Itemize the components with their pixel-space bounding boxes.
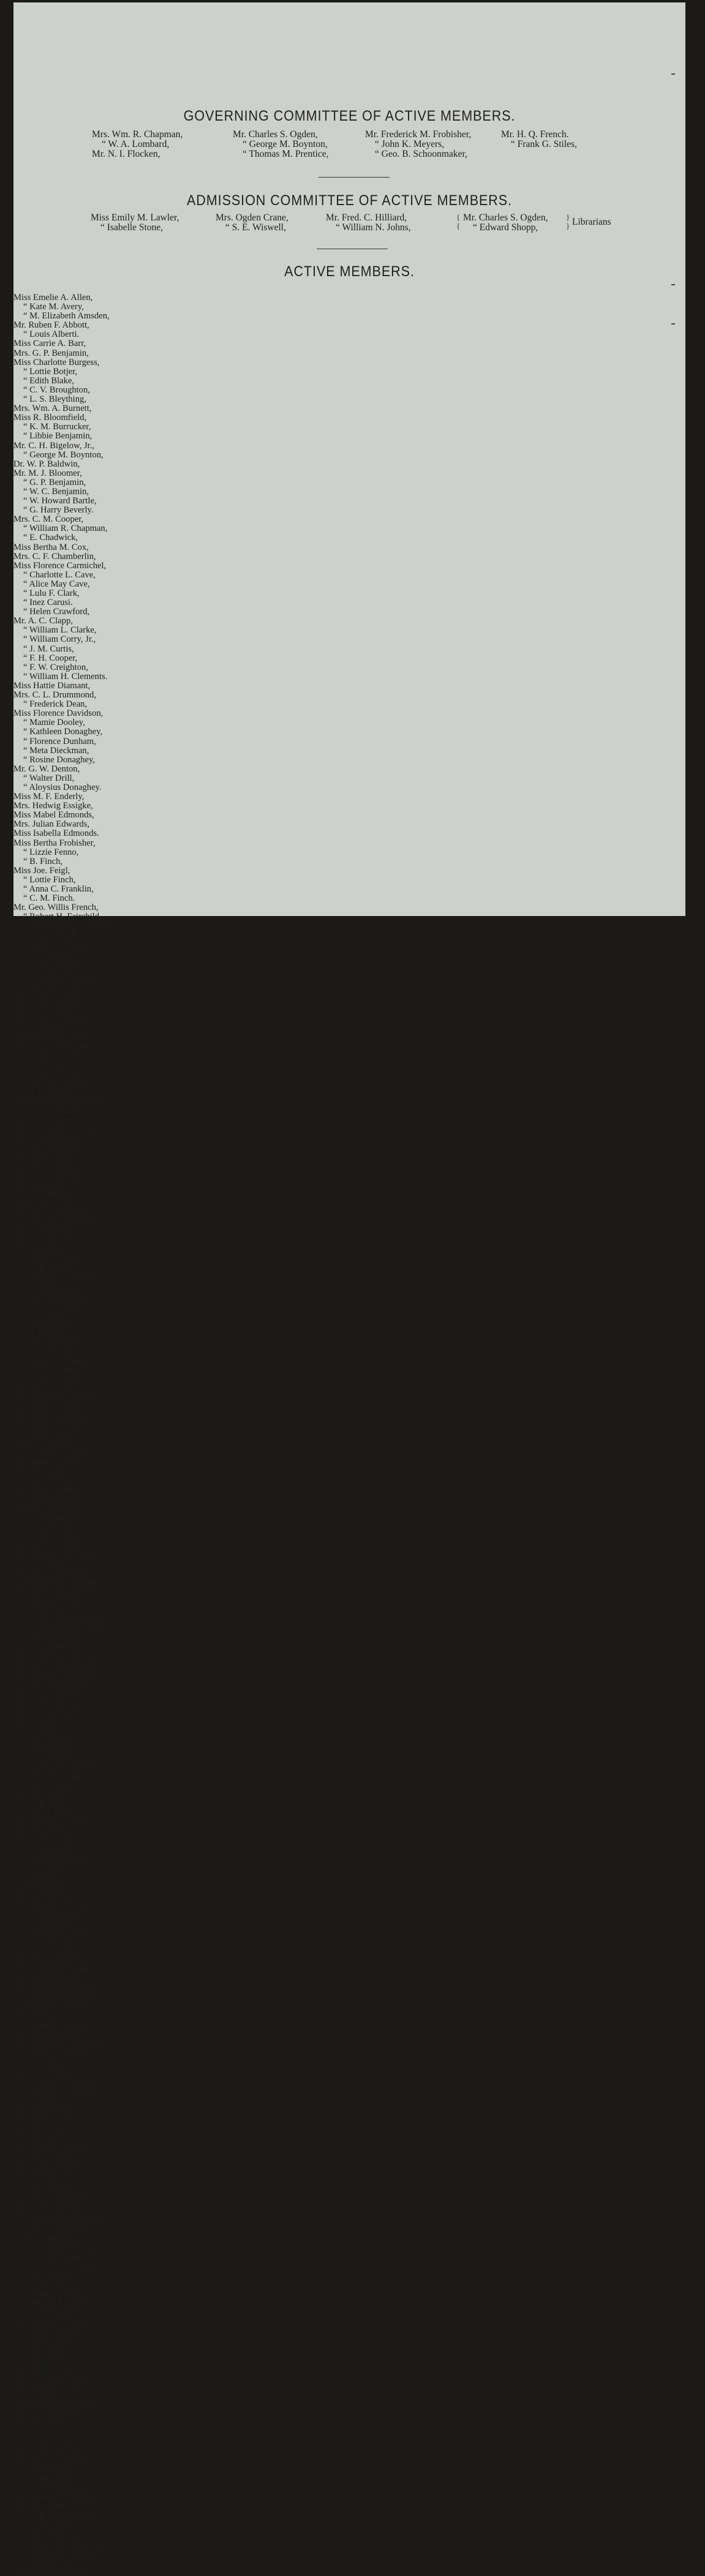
active-member-entry: Mr. F. W. Potter, bbox=[13, 1891, 72, 1902]
active-member-entry: Mrs. Annie C. Tolman, bbox=[13, 2363, 96, 2373]
active-member-entry: Mr. Festus A. Johnson, bbox=[13, 1411, 96, 1421]
active-member-entry: “ R. Gumper, bbox=[23, 1023, 72, 1033]
active-member-entry: “ L. F. Neale, bbox=[23, 1799, 72, 1809]
active-member-entry: “ George A. Fleming, bbox=[23, 976, 100, 986]
active-member-entry: “ Julia Loughlin, bbox=[23, 1512, 84, 1523]
active-member-entry: “ Geo. E. Schoonmaker, bbox=[23, 2261, 110, 2271]
active-member-entry: “ M. Pope, bbox=[23, 1873, 62, 1883]
program-page bbox=[13, 2, 685, 2576]
active-member-entry: “ Inez Carusi. bbox=[23, 598, 73, 608]
active-member-entry: “ Nellie Thomas, bbox=[23, 2326, 85, 2336]
active-member-entry: “ J. C. Read, bbox=[23, 2057, 69, 2068]
active-member-entry: “ Sara E. Morrison, bbox=[23, 1679, 93, 1689]
active-member-entry: Mr. C. H. Bigelow, Jr., bbox=[13, 440, 95, 451]
active-member-entry: Miss Jessie Younger. bbox=[13, 2566, 88, 2576]
active-member-entry: “ Geo. E. Gartland, bbox=[23, 1078, 92, 1088]
active-member-entry: “ George M. Boynton, bbox=[23, 449, 104, 460]
active-member-entry: “ H. G. Hanchett, bbox=[23, 1143, 86, 1153]
active-member-entry: “ Frank C. Stiles, bbox=[23, 2289, 85, 2299]
left-brace: { { bbox=[456, 212, 461, 230]
active-member-entry: “ S. R. Gaines, bbox=[23, 1059, 77, 1070]
active-member-entry: Miss F. A. Myers, bbox=[13, 1697, 78, 1708]
active-member-entry: “ Ella Smith, bbox=[23, 2131, 70, 2142]
active-member-entry: Mrs. Julian Edwards, bbox=[13, 819, 90, 830]
active-member-entry: “ L. S. Bleything, bbox=[23, 394, 86, 405]
active-member-entry: Miss Joe. Feigl, bbox=[13, 865, 70, 876]
active-member-entry: Miss A. M. Pentz, bbox=[13, 1827, 78, 1837]
active-member-entry: Mrs. F. B. Scudder, bbox=[13, 2196, 83, 2207]
active-member-entry: Miss Martha Sinnott, bbox=[13, 2141, 89, 2151]
active-member-entry: “ Freda E. Jebb, bbox=[23, 1402, 81, 1412]
active-member-entry: “ J. K. Myers. bbox=[23, 1781, 74, 1791]
active-member-entry: “ C. M. Westover, bbox=[23, 2474, 88, 2484]
active-member-entry: Mrs. W. F. Reeves, bbox=[13, 1975, 81, 1985]
active-member-entry: Miss Florence Davidson, bbox=[13, 708, 104, 719]
active-member-entry: Dr. P. A. Shannon, bbox=[13, 2233, 80, 2244]
active-member-entry: “ George Hughes, bbox=[23, 1291, 88, 1301]
active-member-entry: “ H. B. Lawrence. bbox=[23, 1632, 89, 1643]
active-member-entry: “ Edith Blake, bbox=[23, 375, 75, 386]
active-member-entry: “ Rosine Donaghey, bbox=[23, 754, 95, 765]
active-member-entry: “ C. E. Hollister, bbox=[23, 1106, 83, 1116]
active-member-entry: “ Lulu F. Clark, bbox=[23, 588, 80, 598]
active-member-entry: “ C. C. Williams, bbox=[23, 2427, 85, 2438]
active-member-entry: Miss A. C. Holbrook, bbox=[13, 1207, 91, 1218]
active-member-entry: “ Alice May Cave, bbox=[23, 579, 90, 589]
active-member-entry: “ Meta Dieckman, bbox=[23, 745, 89, 756]
active-member-entry: Mr. M. J. Bloomer, bbox=[13, 468, 82, 478]
active-member-entry: “ George A. Holden, bbox=[23, 1272, 97, 1282]
active-member-entry: “ M. C. Smith, bbox=[23, 2150, 76, 2160]
active-member-entry: Miss Mabel Edmonds, bbox=[13, 810, 94, 820]
active-member-entry: “ Frederick M. Frobisher bbox=[23, 921, 113, 931]
active-member-entry: “ O. M. Farrand, bbox=[23, 958, 83, 968]
active-member-entry: Miss Teresa McKnight, bbox=[13, 1669, 97, 1680]
governing-committee-entry: “ Frank G. Stiles, bbox=[511, 139, 578, 149]
active-member-entry: “ C. D. Wyman, bbox=[23, 2520, 81, 2530]
active-member-entry: “ Walter H. Jones, M. D. bbox=[23, 1420, 112, 1430]
active-member-entry: “ J. Hamlet, bbox=[23, 1327, 66, 1338]
active-member-entry: “ Lizzie Fenno, bbox=[23, 847, 79, 857]
active-member-entry: Miss Hattie S. Inglis. bbox=[13, 1355, 89, 1365]
admission-committee-column bbox=[91, 213, 179, 233]
active-member-entry: “ Mary S. Hart, bbox=[23, 1161, 79, 1171]
active-member-entry: Mrs. C. H. Stevens, bbox=[13, 2159, 84, 2169]
active-member-entry: Mr. J. H. VanArdale. bbox=[13, 2409, 88, 2419]
active-member-entry: “ John M. Fulton, bbox=[23, 986, 87, 996]
active-member-entry: Mrs. F. C. Hilliard, bbox=[13, 1170, 82, 1181]
page-mark bbox=[671, 323, 675, 325]
active-member-entry: Mrs. A. A. Judd, bbox=[13, 1383, 73, 1394]
active-member-entry: Miss Bertha Frobisher, bbox=[13, 838, 96, 848]
page-mark bbox=[671, 284, 675, 285]
active-member-entry: “ Emily M. Lawler, bbox=[23, 1531, 94, 1541]
active-member-entry: Miss Alma Garrigue, bbox=[13, 1013, 89, 1024]
governing-committee-entry: Mr. N. I. Flocken, bbox=[92, 149, 160, 159]
active-member-entry: Miss Jennie Hodgkinson, bbox=[13, 1097, 104, 1107]
active-member-entry: “ George H. Phelps, bbox=[23, 1928, 95, 1939]
active-member-entry: “ F. H. Cooper, bbox=[23, 653, 78, 663]
active-member-entry: “ Helen Crawford, bbox=[23, 607, 90, 617]
governing-committee-entry: “ Geo. B. Schoonmaker, bbox=[375, 149, 467, 159]
governing-committee-column bbox=[501, 130, 577, 149]
governing-committee-column bbox=[92, 130, 183, 159]
active-member-entry: Miss R. Bloomfield, bbox=[13, 413, 87, 423]
active-member-entry: “ Egbert R. Leaycraft. bbox=[23, 1623, 103, 1634]
active-member-entry: Miss Theodora J. Lane, bbox=[13, 1549, 98, 1560]
active-member-entry: “ Lottie Finch, bbox=[23, 874, 76, 885]
active-member-entry: Mr. M. J. Goldsmith, bbox=[13, 1041, 89, 1051]
active-member-entry: “ Victor Harris, bbox=[23, 1318, 79, 1329]
active-member-entry: Miss Elenor J. Tyner, bbox=[13, 2316, 90, 2327]
active-member-entry: “ Anna C. Franklin, bbox=[23, 884, 94, 894]
active-member-entry: Miss Marie Sinnott, bbox=[13, 2122, 85, 2133]
active-member-entry: Mrs. John H. Koch, bbox=[13, 1457, 85, 1467]
admission-committee-entry: Miss Emily M. Lawler, bbox=[91, 212, 179, 223]
active-member-entry: “ T. M. Prentice, bbox=[23, 1910, 83, 1920]
governing-committee-title: GOVERNING COMMITTEE OF ACTIVE MEMBERS. bbox=[183, 108, 516, 124]
active-member-entry: “ A. C. Honey. bbox=[23, 1346, 76, 1356]
active-member-entry: Miss Florence Carmichel, bbox=[13, 560, 107, 571]
active-member-entry: “ M. F. Stackpole, bbox=[23, 2224, 88, 2234]
active-member-entry: Mrs. Marie Smith, bbox=[13, 2113, 80, 2124]
active-member-entry: Mr. W. F. Reeves, bbox=[13, 2011, 77, 2022]
page-mark bbox=[671, 73, 675, 75]
active-member-entry: “ Lottie Botjer, bbox=[23, 366, 78, 377]
governing-committee-column bbox=[233, 130, 328, 159]
active-member-entry: Mr. J. St. Piere, bbox=[13, 2067, 69, 2077]
active-member-entry: “ Walter Drill, bbox=[23, 773, 75, 783]
active-member-entry: “ K. E. Williams, bbox=[23, 2483, 85, 2493]
active-member-entry: Mr. Ruben F. Abbott, bbox=[13, 320, 89, 331]
active-member-entry: Mr. Charles S. Ogden. bbox=[13, 1817, 94, 1828]
active-member-entry: “ Harry H. Foster, bbox=[23, 939, 88, 950]
active-member-entry: “ Minnie Price, bbox=[23, 1882, 78, 1893]
active-member-entry: Miss Hattie Diamant, bbox=[13, 680, 91, 691]
active-member-entry: Mrs. C. F. Chamberlin, bbox=[13, 551, 96, 561]
active-member-entry: Mr. Charles L. Roos, bbox=[13, 2002, 89, 2013]
active-member-entry: Miss Bertha M. Cox, bbox=[13, 542, 89, 552]
active-member-entry: Mr. C. R. Hardy, bbox=[13, 1226, 74, 1236]
active-member-entry: “ Geo. Muller, Jr., bbox=[23, 1734, 88, 1744]
active-members-title: ACTIVE MEMBERS. bbox=[284, 263, 415, 280]
governing-committee-entry: Mr. Charles S. Ogden, bbox=[233, 129, 318, 140]
active-member-entry: “ Charles H. Wilmarth, bbox=[23, 2547, 106, 2558]
active-member-entry: “ J. F. Harris, Jr., bbox=[23, 1309, 84, 1320]
admission-committee-entry: Mr. Charles S. Ogden, bbox=[463, 212, 548, 223]
active-member-entry: “ Amy Theisz, bbox=[23, 2353, 75, 2364]
active-member-entry: “ Louis Alberti. bbox=[23, 329, 80, 340]
active-member-entry: “ Fredericka Radle, bbox=[23, 1965, 93, 1975]
active-member-entry: “ Elizabeth Stackpole, bbox=[23, 2215, 104, 2225]
active-member-entry: “ Fred Muller, bbox=[23, 1725, 75, 1735]
active-member-entry: “ Carl Levinsen, bbox=[23, 1642, 83, 1652]
active-member-entry: “ W. O. Johnson, bbox=[23, 1364, 84, 1375]
admission-committee-entry: “ Edward Shopp, bbox=[473, 222, 538, 233]
active-member-entry: Mrs. G. P. Benjamin, bbox=[13, 348, 89, 358]
active-member-entry: “ Mamie Dooley, bbox=[23, 718, 85, 728]
active-member-entry: Mr. Joseph E. Meiers, bbox=[13, 1716, 92, 1726]
active-member-entry: “ Emily Jerman, bbox=[23, 1373, 82, 1384]
active-member-entry: Mrs. C. H. Henley, bbox=[13, 1198, 81, 1209]
active-member-entry: Mrs. Hedwig Essigke, bbox=[13, 801, 93, 811]
active-member-entry: Mrs. F. V. Marckwald, bbox=[13, 1660, 94, 1670]
active-member-entry: Mrs. Marion H. Wilcox, bbox=[13, 2492, 100, 2503]
active-member-entry: “ Jessamine Hallenbeck, bbox=[23, 1217, 111, 1227]
active-member-entry: “ John Muller, bbox=[23, 1743, 75, 1754]
active-member-entry: “ H. J. Hollis, bbox=[23, 1189, 73, 1200]
active-member-entry: “ W. H. Johns, bbox=[23, 1429, 75, 1440]
active-member-entry: Miss Charlotte Burgess, bbox=[13, 357, 100, 367]
active-member-entry: “ Ella J. Neil. bbox=[23, 1808, 72, 1819]
active-member-entry: Mrs. C. D. Gibson, bbox=[13, 1004, 82, 1015]
active-member-entry: “ M. Elizabeth Amsden, bbox=[23, 311, 110, 321]
active-member-entry: “ J. M. Curtis, bbox=[23, 644, 74, 654]
active-member-column bbox=[13, 293, 113, 866]
active-member-entry: Miss Isabella Stone, bbox=[13, 2169, 86, 2179]
active-member-entry: Miss Belle Hill, bbox=[13, 1180, 70, 1190]
librarians-label: Librarians bbox=[572, 217, 611, 227]
active-members-list bbox=[13, 293, 113, 2576]
active-member-column bbox=[13, 2012, 113, 2576]
active-member-entry: “ G. W. Gillman, bbox=[23, 1050, 84, 1061]
active-member-entry: “ Etta Springhorn, bbox=[23, 2187, 89, 2198]
active-member-entry: “ Thomas Kane. bbox=[23, 1494, 81, 1504]
active-member-entry: “ William Corry, Jr., bbox=[23, 634, 96, 645]
active-member-entry: Mrs. W. A. Lombard, bbox=[13, 1568, 90, 1578]
active-member-entry: “ N. I. Flocken, bbox=[23, 948, 79, 959]
active-member-entry: “ Libbie Benjamin, bbox=[23, 431, 92, 441]
admission-committee-column bbox=[216, 213, 288, 233]
active-member-entry: Miss L. F. Gardner, bbox=[13, 995, 83, 1005]
active-member-entry: “ Wm. Horst, bbox=[23, 1244, 72, 1255]
active-member-entry: “ J. H. Griffith. bbox=[23, 1087, 78, 1098]
active-member-entry: “ W. Howard Bartle, bbox=[23, 496, 97, 506]
governing-committee-entry: Mrs. Wm. R. Chapman, bbox=[92, 129, 183, 140]
active-member-entry: “ G. B. Sanders, bbox=[23, 2095, 81, 2105]
active-member-entry: “ Edward R. Shopp, bbox=[23, 2076, 96, 2087]
active-member-entry: “ Geo. M. Hayner, bbox=[23, 1337, 90, 1347]
active-member-entry: Mrs. Kate Hallen, bbox=[13, 1115, 78, 1125]
active-member-entry: Mr. Wm. Louis Sontag, Jr. bbox=[13, 2242, 108, 2253]
active-member-entry: “ Robert C. Lewis, bbox=[23, 1596, 91, 1606]
active-member-entry: Miss Henrietta Witschen, bbox=[13, 2418, 104, 2428]
active-member-entry: Mr. Wm. Heydt, bbox=[13, 1235, 72, 1245]
active-member-entry: “ F. W. Creighton, bbox=[23, 662, 88, 672]
active-member-entry: “ E. F. Peyton, bbox=[23, 1836, 75, 1846]
active-member-entry: Mr. Edmund D. Raymond bbox=[13, 2039, 107, 2049]
governing-committee-entry: Mr. H. Q. French. bbox=[501, 129, 569, 140]
active-member-entry: “ E. B. Wright, bbox=[23, 2436, 77, 2447]
active-member-entry: Miss C. R. Symley, bbox=[13, 2206, 83, 2216]
active-member-entry: Mr. A. C. Clapp, bbox=[13, 616, 73, 626]
active-member-entry: “ C. M. Finch. bbox=[23, 893, 75, 904]
governing-committee-entry: “ John K. Meyers, bbox=[375, 139, 445, 149]
active-member-entry: “ C. W. Langenbacher, bbox=[23, 1614, 105, 1624]
active-member-entry: “ Frank J. Haggart, bbox=[23, 1282, 92, 1292]
active-member-entry: “ Aloysius Donaghey. bbox=[23, 782, 102, 792]
section-divider bbox=[319, 177, 390, 178]
active-member-entry: Dr. Fred M. Ranney, bbox=[13, 2030, 87, 2040]
active-member-entry: Mr. H. L. Montague, bbox=[13, 1771, 88, 1781]
governing-committee-entry: “ W. A. Lombard, bbox=[102, 139, 170, 149]
active-member-entry: Miss Ella Liebenau, bbox=[13, 1503, 86, 1514]
active-member-entry: “ Ella Signa, bbox=[23, 2178, 69, 2188]
active-member-entry: Miss M. F. Enderly, bbox=[13, 792, 85, 802]
active-member-entry: “ B. Finch, bbox=[23, 856, 63, 866]
admission-committee-column bbox=[463, 213, 548, 233]
active-member-entry: Mr. Wm. Wall, bbox=[13, 2501, 67, 2512]
active-member-entry: “ Edmund E. Minner, bbox=[23, 1762, 100, 1772]
active-member-entry: Mrs. Carrie Hawes, bbox=[13, 1133, 84, 1144]
active-member-entry: “ Warren L. Salmon, bbox=[23, 2086, 97, 2096]
active-member-entry: “ A. E. Waterhouse, bbox=[23, 2510, 94, 2521]
active-member-entry: “ E. Chadwick, bbox=[23, 533, 78, 543]
active-member-entry: Mr. Louis E. Turk, bbox=[13, 2381, 80, 2392]
active-member-entry: “ C. V. Broughton, bbox=[23, 385, 90, 395]
active-member-column bbox=[13, 866, 113, 1440]
active-member-entry: “ Kate M. Avery, bbox=[23, 302, 84, 312]
active-member-entry: “ B. W. Gridley, bbox=[23, 1068, 81, 1079]
active-member-column bbox=[13, 1440, 113, 2013]
active-member-entry: Miss Blanche Trevey, bbox=[13, 2372, 91, 2383]
admission-committee-entry: Mrs. Ogden Crane, bbox=[216, 212, 288, 223]
admission-committee-entry: “ Isabelle Stone, bbox=[100, 222, 164, 233]
active-member-entry: “ Julia Waldron, bbox=[23, 2465, 81, 2475]
active-member-entry: Mrs. Arthur Michel, bbox=[13, 1707, 86, 1717]
active-member-entry: Dr. W. P. Baldwin, bbox=[13, 459, 80, 469]
active-member-entry: Miss Isabella Edmonds. bbox=[13, 828, 99, 839]
active-member-entry: “ Frederick Dean, bbox=[23, 699, 88, 710]
active-member-entry: “ K. M. Burrucker, bbox=[23, 422, 91, 432]
active-member-entry: Miss Geraldine Moak, bbox=[13, 1651, 94, 1661]
active-member-entry: Miss Margaret Riley, bbox=[13, 1956, 89, 1966]
active-member-entry: Mrs. C. D. McLean, bbox=[13, 1688, 86, 1699]
active-member-entry: “ Maude Roudebush, bbox=[23, 1993, 99, 2003]
active-member-entry: Mrs. W. R. Laidlaw, bbox=[13, 1540, 86, 1550]
active-member-entry: Mr. M. S. Littlefield, J., bbox=[13, 1587, 99, 1597]
active-member-entry: Mrs. Charles Griffin, bbox=[13, 1032, 89, 1042]
admission-committee-column bbox=[326, 213, 411, 233]
admission-committee-entry: “ William N. Johns, bbox=[336, 222, 411, 233]
governing-committee-entry: Mr. Frederick M. Frobisher, bbox=[365, 129, 472, 140]
active-member-entry: “ Elmer E. Runyon, bbox=[23, 2021, 94, 2031]
active-member-entry: Mr. Geo. Willis French, bbox=[13, 903, 99, 913]
active-member-entry: Miss Sarah Silver, bbox=[13, 2104, 79, 2114]
governing-committee-column bbox=[365, 130, 471, 159]
active-member-entry: “ Charles Watt. bbox=[23, 2556, 78, 2567]
active-member-entry: “ H. Trost. bbox=[23, 2390, 61, 2401]
admission-committee-entry: Mr. Fred. C. Hilliard, bbox=[326, 212, 407, 223]
active-member-entry: “ Clarence E. Pease, bbox=[23, 1901, 96, 1911]
active-member-entry: “ William L. Clarke, bbox=[23, 625, 97, 636]
active-member-entry: “ Charles S. Jardine, bbox=[23, 1448, 97, 1458]
active-member-entry: “ B. L. Fenner, bbox=[23, 967, 77, 977]
active-member-entry: Mr. John Roberts, bbox=[13, 1947, 78, 1957]
active-member-entry: Miss Marie M. Johnson, bbox=[13, 1392, 101, 1403]
governing-committee-entry: “ Thomas M. Prentice, bbox=[243, 149, 329, 159]
active-member-entry: “ W. J. Sheehan. bbox=[23, 2307, 82, 2318]
active-member-entry: “ Charlotte L. Cave, bbox=[23, 569, 96, 580]
active-member-entry: “ Kathleen Donaghey, bbox=[23, 727, 103, 737]
active-member-entry: Mr. B. F. Judson, Jr., bbox=[13, 1438, 88, 1449]
active-member-entry: “ H. B. Phinney, bbox=[23, 1919, 82, 1929]
active-member-entry: Mrs. Wm. A. Burnett, bbox=[13, 404, 92, 414]
active-member-entry: “ G. P. Benjamin, bbox=[23, 477, 86, 487]
active-member-entry: “ Wm. Willock, bbox=[23, 2529, 80, 2539]
active-member-entry: “ W. D. Sands, bbox=[23, 2280, 76, 2290]
active-member-entry: “ Fred C. Hilliard, bbox=[23, 1300, 89, 1310]
active-member-entry: “ Edith Parker, bbox=[23, 1845, 77, 1855]
active-member-entry: Mr. G. W. Denton, bbox=[13, 764, 80, 774]
active-member-entry: “ L. F. Potter, bbox=[23, 1863, 72, 1874]
right-brace: } } bbox=[566, 212, 570, 230]
active-member-entry: Mr. Alfred Kiddle, bbox=[13, 1485, 80, 1495]
admission-committee-entry: “ S. E. Wiswell, bbox=[225, 222, 286, 233]
active-member-entry: Miss Anna Babetta Huss, bbox=[13, 1124, 104, 1135]
active-member-entry: “ H. F. Savage, bbox=[23, 2270, 77, 2281]
active-member-entry: “ H. Q. French, bbox=[23, 930, 78, 941]
active-member-entry: “ M. Kohler. bbox=[23, 1476, 69, 1485]
active-member-entry: “ L. A. Long, bbox=[23, 1558, 71, 1569]
active-member-entry: Miss Carrie A. Barr, bbox=[13, 339, 86, 349]
active-member-entry: “ Florence Dunham, bbox=[23, 736, 96, 746]
active-member-entry: “ H. C. Perley. bbox=[23, 1937, 75, 1948]
active-member-entry: “ T. R. Horley, bbox=[23, 1263, 76, 1273]
active-member-entry: “ W. C. Benjamin, bbox=[23, 486, 89, 497]
governing-committee-entry: “ George M. Boynton, bbox=[243, 139, 328, 149]
active-member-entry: “ John W. Howe, bbox=[23, 1253, 85, 1264]
active-member-entry: “ Amanda Pfeiffer, bbox=[23, 1854, 91, 1864]
active-member-entry: Miss Emily J. Veston, bbox=[13, 2455, 92, 2465]
active-member-entry: Miss Emelie A. Allen, bbox=[13, 293, 93, 302]
active-member-entry: Miss Marie H. King, bbox=[13, 1466, 88, 1476]
admission-committee-title: ADMISSION COMMITTEE OF ACTIVE MEMBERS. bbox=[186, 192, 513, 209]
active-member-entry: Dr. A. C. Mercer, bbox=[13, 1752, 76, 1763]
active-member-entry: “ T. A. Stoddard, bbox=[23, 2251, 84, 2262]
active-member-entry: “ William R. Chapman, bbox=[23, 524, 108, 534]
active-member-entry: “ Henry A. Russell. bbox=[23, 2048, 93, 2059]
active-member-entry: “ Grace Teets, bbox=[23, 2335, 74, 2345]
active-member-entry: Miss M. Nolan, bbox=[13, 1790, 70, 1800]
active-member-entry: Dr. Franklin D. Lawson, bbox=[13, 1577, 101, 1588]
active-member-entry: “ William H. Clements. bbox=[23, 671, 108, 682]
active-member-entry: “ G. Harry Beverly. bbox=[23, 505, 94, 516]
active-member-entry: Miss Ida L. Hill, bbox=[13, 1152, 73, 1162]
active-member-entry: “ Charles W. Wilder, bbox=[23, 2538, 97, 2548]
active-member-entry: Mrs. C. L. Drummond, bbox=[13, 690, 96, 700]
active-member-entry: “ L. F. Lithgow, bbox=[23, 1522, 80, 1532]
active-member-entry: “ Robert H. Fairchild, bbox=[23, 912, 102, 922]
active-member-entry: Mrs. C. M. Cooper, bbox=[13, 514, 84, 525]
active-member-entry: “ Ida Totten, bbox=[23, 2344, 68, 2354]
active-member-entry: Miss Mildred Tugwell. bbox=[13, 2400, 96, 2410]
active-member-entry: “ John F. F. Smock, bbox=[23, 2298, 94, 2308]
active-member-entry: Miss Mamie Robertson, bbox=[13, 1984, 100, 1994]
active-member-entry: “ H. W. Linson, bbox=[23, 1605, 80, 1615]
active-member-entry: Mrs. S. E. Wiswall, bbox=[13, 2446, 83, 2456]
